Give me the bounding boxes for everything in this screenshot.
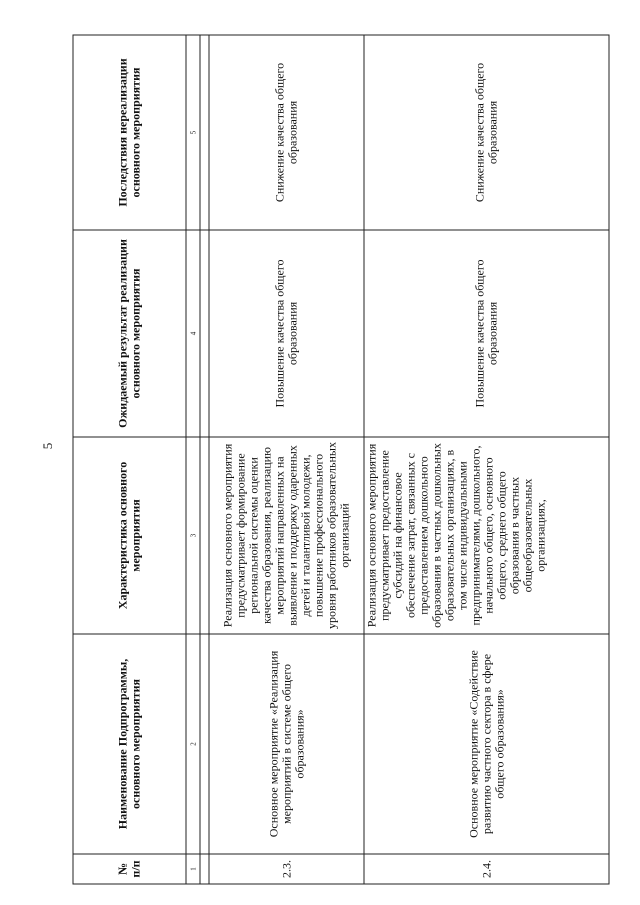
expected-result: Повышение качества общего образования: [364, 230, 609, 437]
table-row: [209, 35, 364, 884]
column-number: 1: [186, 854, 200, 884]
measure-name: Основное мероприятие «Реализация мероприятий в системе общего образования»: [209, 634, 364, 854]
empty-row: [200, 35, 209, 884]
header-characteristic: Характеристика основного мероприятия: [73, 437, 186, 634]
table-row: [364, 35, 609, 884]
header-result: Ожидаемый результат реализации основного мероприятия: [73, 230, 186, 437]
column-number: 4: [186, 230, 200, 437]
expected-result: Повышение качества общего образования: [209, 230, 364, 437]
row-number: 2.4.: [364, 854, 609, 884]
column-number: 3: [186, 437, 200, 634]
measures-table: [72, 35, 609, 885]
measure-name: Основное мероприятие «Содействие развитию частного сектора в сфере общего образования»: [364, 634, 609, 854]
page-number: 5: [40, 442, 55, 450]
row-number: 2.3.: [209, 854, 364, 884]
column-number: 5: [186, 35, 200, 230]
measure-characteristic: Реализация основного мероприятия предусматривает формирование региональной системы оценки качества образования, реализацию мероприятий направленных на выявление и поддержку одаренных детей и талантливой молодежи, повышение профессионального уровня работников образовательных организаций: [209, 437, 364, 634]
header-name: Наименование Подпрограммы, основного мероприятия: [73, 634, 186, 854]
measure-characteristic: Реализация основного мероприятия предусматривает предоставление субсидий на финансовое обеспечение затрат, связанных с предоставлением дошкольного образования в частных дошкольных образовательных организациях, в том числе индивидуальными предпринимателями, дошкольного, начального общего, основного общего, среднего общего образования в частных общеобразовательных организациях,: [364, 437, 609, 634]
non-implementation-consequence: Снижение качества общего образования: [209, 35, 364, 230]
table-header-row: [73, 35, 186, 884]
non-implementation-consequence: Снижение качества общего образования: [364, 35, 609, 230]
column-number-row: [186, 35, 200, 884]
column-number: 2: [186, 634, 200, 854]
header-num: № п/п: [73, 854, 186, 884]
rotated-table-wrapper: [72, 36, 612, 885]
header-consequence: Последствия нереализации основного мероприятия: [73, 35, 186, 230]
